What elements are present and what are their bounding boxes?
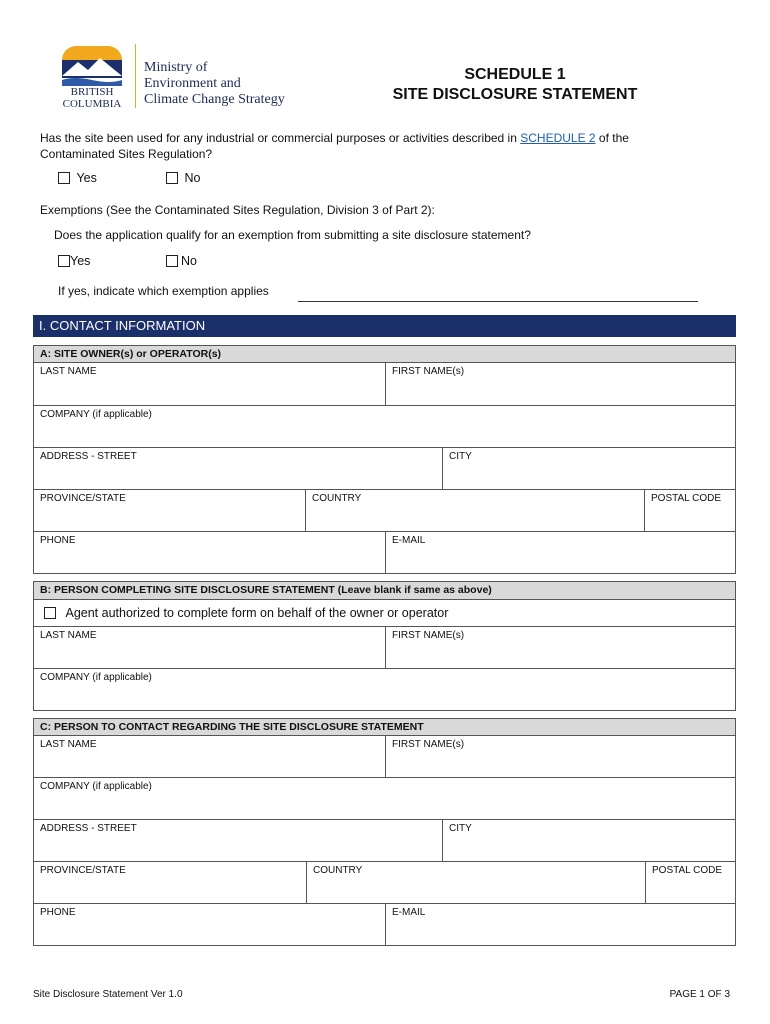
bc-logo <box>54 42 130 108</box>
a-province-field[interactable] <box>33 489 306 532</box>
exemption-indicate-label: If yes, indicate which exemption applies <box>58 284 269 298</box>
a-city-label: CITY <box>449 451 472 462</box>
a-last-name-field[interactable] <box>33 362 386 406</box>
c-company-field[interactable] <box>33 777 736 820</box>
a-province-label: PROVINCE/STATE <box>40 493 126 504</box>
schedule-title: SCHEDULE 1 <box>464 66 566 83</box>
c-address-field[interactable] <box>33 819 443 862</box>
a-postal-field[interactable] <box>644 489 736 532</box>
b-company-label: COMPANY (if applicable) <box>40 672 152 683</box>
q1-yes-label: Yes <box>76 171 97 185</box>
b-first-name-label: FIRST NAME(s) <box>392 630 465 641</box>
footer-version: Site Disclosure Statement Ver 1.0 <box>33 989 183 1000</box>
c-country-label: COUNTRY <box>313 865 363 876</box>
exemption-question: Does the application qualify for an exemption from submitting a site disclosure statement? <box>54 228 531 242</box>
section-c-header: C: PERSON TO CONTACT REGARDING THE SITE DISCLOSURE STATEMENT <box>33 718 736 736</box>
a-company-label: COMPANY (if applicable) <box>40 409 152 420</box>
a-phone-field[interactable] <box>33 531 386 574</box>
q1-text: Has the site been used for any industrial or commercial purposes or activities described in <box>40 131 521 145</box>
footer-page-number: PAGE 1 OF 3 <box>669 989 730 1000</box>
bc-sun-mountain-icon <box>54 42 130 90</box>
c-city-label: CITY <box>449 823 472 834</box>
section-b-header: B: PERSON COMPLETING SITE DISCLOSURE STATEMENT (Leave blank if same as above) <box>33 581 736 600</box>
a-email-label: E-MAIL <box>392 535 426 546</box>
a-country-label: COUNTRY <box>312 493 362 504</box>
c-last-name-label: LAST NAME <box>40 739 97 750</box>
exemption-no-checkbox[interactable] <box>166 255 178 267</box>
section-a-header: A: SITE OWNER(s) or OPERATOR(s) <box>33 345 736 363</box>
b-agent-checkbox[interactable] <box>44 607 56 619</box>
c-phone-field[interactable] <box>33 903 386 946</box>
b-first-name-field[interactable] <box>385 626 736 669</box>
a-postal-label: POSTAL CODE <box>651 493 722 504</box>
a-address-field[interactable] <box>33 447 443 490</box>
b-agent-label: Agent authorized to complete form on behalf of the owner or operator <box>65 606 449 620</box>
c-address-label: ADDRESS - STREET <box>40 823 137 834</box>
b-company-field[interactable] <box>33 668 736 711</box>
q1-no-label: No <box>184 171 201 185</box>
ministry-line3: Climate Change Strategy <box>144 92 285 107</box>
ministry-line1: Ministry of <box>144 60 208 75</box>
b-agent-row <box>33 599 736 627</box>
exemption-yes-label: Yes <box>70 254 91 268</box>
exemption-yes-checkbox[interactable] <box>58 255 70 267</box>
c-first-name-field[interactable] <box>385 735 736 778</box>
c-first-name-label: FIRST NAME(s) <box>392 739 465 750</box>
b-last-name-field[interactable] <box>33 626 386 669</box>
a-address-label: ADDRESS - STREET <box>40 451 137 462</box>
c-postal-label: POSTAL CODE <box>652 865 723 876</box>
logo-divider <box>135 44 136 108</box>
a-country-field[interactable] <box>305 489 645 532</box>
schedule2-link[interactable]: SCHEDULE 2 <box>520 131 596 145</box>
a-phone-label: PHONE <box>40 535 76 546</box>
bc-line2: COLUMBIA <box>62 98 122 110</box>
c-company-label: COMPANY (if applicable) <box>40 781 152 792</box>
a-company-field[interactable] <box>33 405 736 448</box>
exemption-no-label: No <box>181 254 197 268</box>
q1-yes-checkbox[interactable] <box>58 172 70 184</box>
page-title: SITE DISCLOSURE STATEMENT <box>392 86 638 103</box>
section-contact-information: I. CONTACT INFORMATION <box>33 315 736 337</box>
a-first-name-field[interactable] <box>385 362 736 406</box>
q1-text-line2: Contaminated Sites Regulation? <box>40 147 213 161</box>
c-province-field[interactable] <box>33 861 307 904</box>
ministry-line2: Environment and <box>144 76 241 91</box>
exemptions-heading: Exemptions (See the Contaminated Sites Regulation, Division 3 of Part 2): <box>40 203 435 217</box>
bc-line1: BRITISH <box>70 86 114 98</box>
a-city-field[interactable] <box>442 447 736 490</box>
c-province-label: PROVINCE/STATE <box>40 865 126 876</box>
a-last-name-label: LAST NAME <box>40 366 97 377</box>
a-email-field[interactable] <box>385 531 736 574</box>
c-city-field[interactable] <box>442 819 736 862</box>
q1-no-checkbox[interactable] <box>166 172 178 184</box>
c-phone-label: PHONE <box>40 907 76 918</box>
c-email-field[interactable] <box>385 903 736 946</box>
c-postal-field[interactable] <box>645 861 736 904</box>
b-last-name-label: LAST NAME <box>40 630 97 641</box>
c-last-name-field[interactable] <box>33 735 386 778</box>
c-email-label: E-MAIL <box>392 907 426 918</box>
a-first-name-label: FIRST NAME(s) <box>392 366 465 377</box>
exemption-input-line[interactable] <box>298 301 698 302</box>
q1-text-after: of the <box>595 131 629 145</box>
c-country-field[interactable] <box>306 861 646 904</box>
